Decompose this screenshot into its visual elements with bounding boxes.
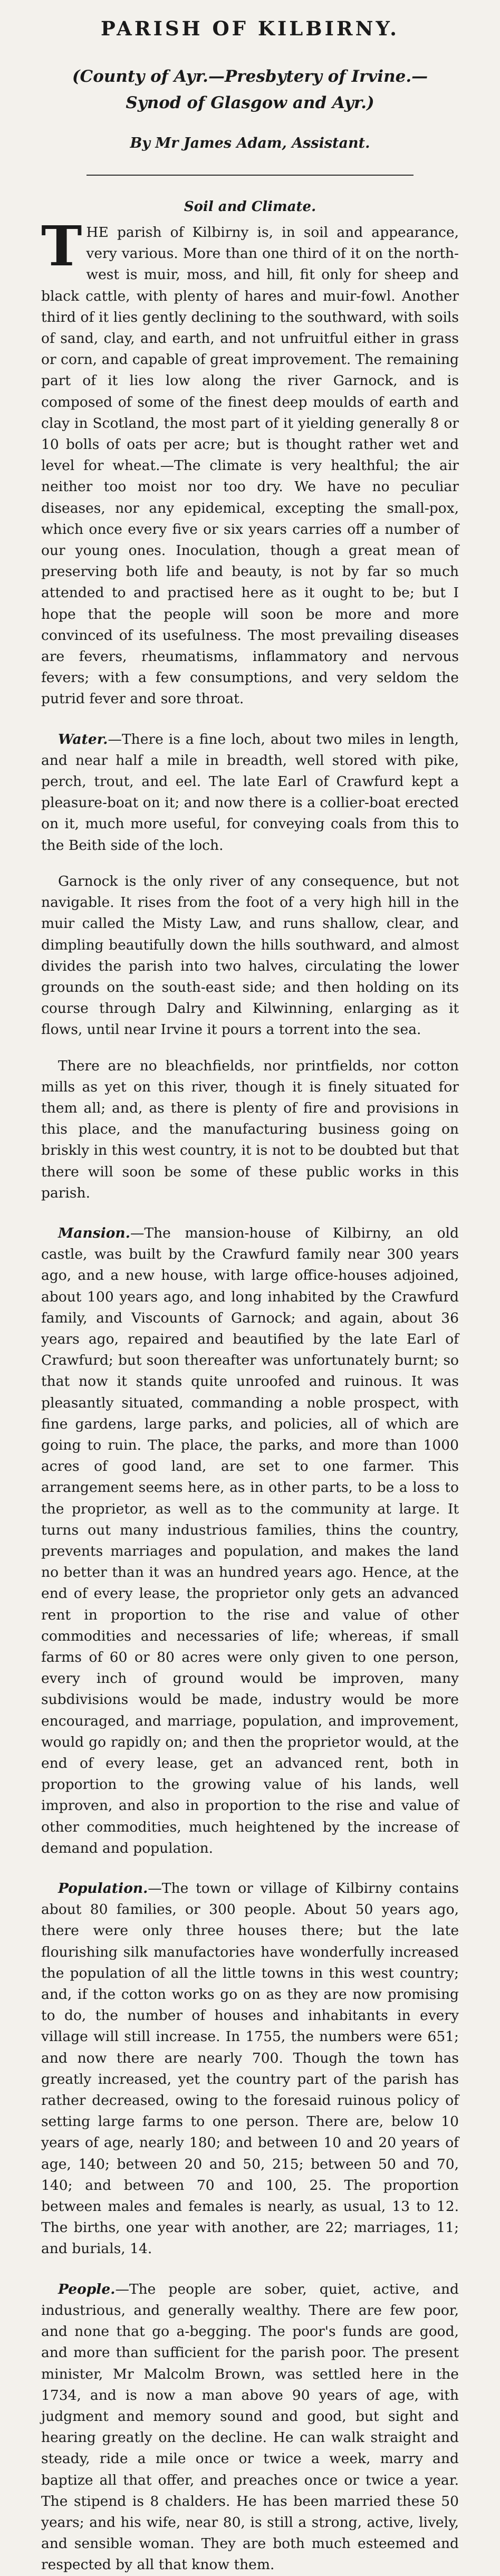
paragraph-water-text: —There is a fine loch, about two miles in length, and near half a mile in breadth, well stored with pike, perch, trout, and eel. The late Earl of Crawfurd kept a pleasure-boat on it; and now there is a collier-boat erected on it, much more useful, for conveying coals from this to the Beith side of the loch. (41, 731, 459, 854)
paragraph-water (41, 729, 459, 856)
paragraph-people (41, 2279, 459, 2576)
lead-people: People. (58, 2281, 116, 2297)
spacer (41, 2260, 459, 2279)
drop-cap: T (41, 214, 82, 279)
paragraph-soil (41, 214, 459, 710)
lead-water: Water. (58, 731, 108, 748)
lead-population: Population. (58, 1880, 148, 1897)
paragraph-people-text: —The people are sober, quiet, active, and industrious, and generally wealthy. There are few poor, and none that go a-begging. The poor's funds are good, and more than sufficient for the parish poor. The present minister, Mr Malcolm Brown, was settled here in the 1734, and is now a man above 90 years of age, with judgment and memory sound and good, but sight and hearing greatly on the decline. He can walk straight and steady, ride a mile once or twice a week, marry and baptize all that offer, and preaches once or twice a year. The stipend is 8 chalders. He has been married these 50 years; and his wife, near 80, is still a strong, active, lively, and sensible woman. They are both much esteemed and respected by all that know them. (41, 2281, 459, 2573)
page-title: PARISH OF KILBIRNY. (101, 17, 399, 40)
paragraph-garnock: Garnock is the only river of any consequence, but not navigable. It rises from the foot of a very high hill in the muir called the Misty Law, and runs shallow, clear, and dimpling beautifully down the hills southward, and almost divides the parish into two halves, circulating the lower grounds on the south-east side; and then holding on its course through Dalry and Kilwinning, enlarging as it flows, until near Irvine it pours a torrent into the sea. (41, 873, 459, 1038)
divider (86, 175, 414, 176)
page-subtitle: (County of Ayr.—Presbytery of Irvine.—Synod of Glasgow and Ayr.) (72, 67, 428, 112)
section-heading-soil: Soil and Climate. (184, 199, 316, 215)
author-line: By Mr James Adam, Assistant. (130, 135, 370, 151)
spacer (41, 856, 459, 871)
paragraph-population-text: —The town or village of Kilbirny contains about 80 families, or 300 people. About 50 years ago, there were only three houses there; but the late flourishing silk manufactories have wonderfully increased the population of all the little towns in this west country; and, if the cotton works go on as they are now promising to do, the number of houses and inhabitants in every village will still increase. In 1755, the numbers were 651; and now there are nearly 700. Though the town has greatly increased, yet the country part of the parish has rather decreased, owing to the foresaid ruinous policy of setting large farms to one person. There are, below 10 years of age, nearly 180; and between 10 and 20 years of age, 140; between 20 and 50, 215; between 50 and 70, 140; and between 70 and 100, 25. The proportion between males and females is nearly, as usual, 13 to 12. The births, one year with another, are 22; marriages, 11; and burials, 14. (41, 1880, 459, 2257)
spacer (41, 710, 459, 729)
paragraph-soil-text: HE parish of Kilbirny is, in soil and appearance, very various. More than one third of it on the north-west is muir, moss, and hill, fit only for sheep and black cattle, with plenty of hares and muir-fowl. Another third of it lies gently declining to the southward, with soils of sand, clay, and earth, and not unfruitful either in grass or corn, and capable of great improvement. The remaining part of it lies low along the river Garnock, and is composed of some of the finest deep moulds of earth and clay in Scotland, the most part of it yielding generally 8 or 10 bolls of oats per acre; but is thought rather wet and level for wheat.—The climate is very healthful; the air neither too moist nor too dry. We have no peculiar diseases, nor any epidemical, excepting the small-pox, which once every five or six years carries off a number of our young ones. Inoculation, though a great mean of preserving both life and beauty, is not by far so much attended to and practised here as it ought to be; but I hope that the people will soon be more and more convinced of its usefulness. The most prevailing diseases are fevers, rheumatisms, inflammatory and nervous fevers; with a few consumptions, and very seldom the putrid fever and sore throat. (41, 224, 459, 707)
paragraph-population (41, 1878, 459, 2260)
spacer (41, 1859, 459, 1878)
lead-mansion: Mansion. (58, 1224, 130, 1241)
paragraph-mansion (41, 1223, 459, 1859)
paragraph-mansion-text: —The mansion-house of Kilbirny, an old castle, was built by the Crawfurd family near 300 years ago, and a new house, with large office-houses adjoined, about 100 years ago, and long inhabited by the Crawfurd family, and Viscounts of Garnock; and again, about 36 years ago, repaired and beautified by the late Earl of Crawfurd; but soon thereafter was unfortunately burnt; so that now it stands quite unroofed and ruinous. It was pleasantly situated, commanding a noble prospect, with fine gardens, large parks, and policies, all of which are going to ruin. The place, the parks, and more than 1000 acres of good land, are set to one farmer. This arrangement seems here, as in other parts, to be a loss to the proprietor, as well as to the community at large. It turns out many industrious families, thins the country, prevents marriages and population, and makes the land no better than it was an hundred years ago. Hence, at the end of every lease, the proprietor only gets an advanced rent in proportion to the rise and value of other commodities and necessaries of life; whereas, if small farms of 60 or 80 acres were only given to one person, every inch of ground would be improven, many subdivisions would be made, industry would be more encouraged, and marriage, population, and improvement, would go rapidly on; and then the proprietor would, at the end of every lease, get an advanced rent, both in proportion to the growing value of his lands, well improven, and also in proportion to the rise and value of other commodities, much heightened by the increase of demand and population. (41, 1224, 459, 1856)
spacer (41, 1041, 459, 1056)
spacer (41, 1204, 459, 1223)
paragraph-bleachfields: There are no bleachfields, nor printfields, nor cotton mills as yet on this river, though it is finely situated for them all; and, as there is plenty of fire and provisions in this place, and the manufacturing business going on briskly in this west country, it is not to be doubted but that there will soon be some of these public works in this parish. (41, 1057, 459, 1201)
